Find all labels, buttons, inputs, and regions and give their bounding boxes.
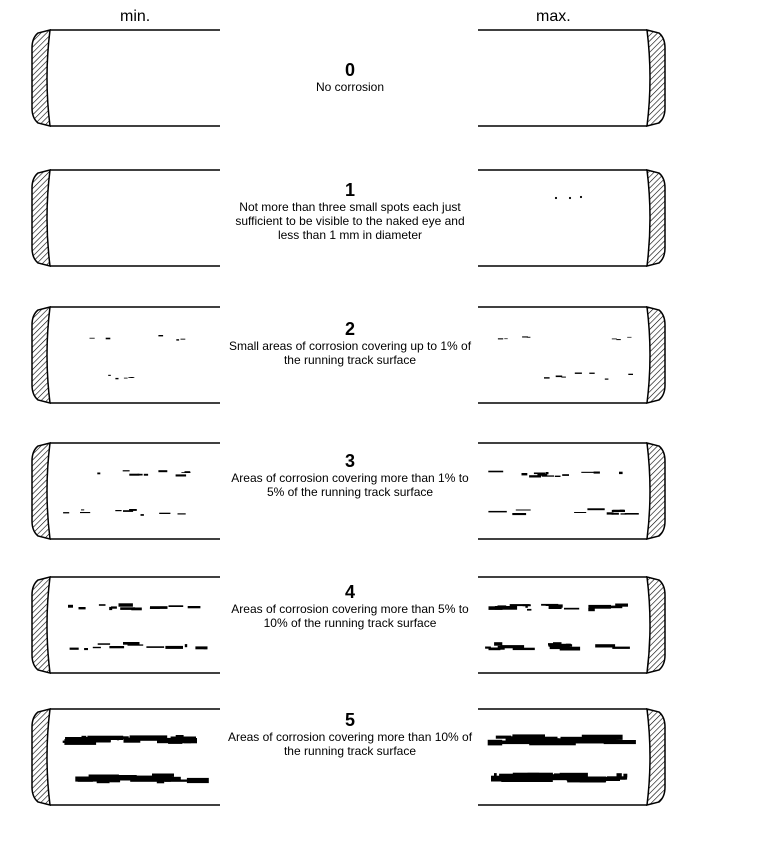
- corrosion-spot: [150, 606, 168, 609]
- corrosion-spot: [529, 475, 541, 477]
- corrosion-spot: [109, 607, 112, 610]
- race-end-cap: [647, 307, 665, 403]
- grade-3-label: [225, 451, 475, 499]
- race-end-cap: [647, 170, 665, 266]
- race-max-grade-2: [478, 307, 665, 403]
- corrosion-spot: [580, 196, 582, 198]
- grade-2-number: 2: [344, 319, 355, 339]
- corrosion-spot: [80, 512, 90, 513]
- corrosion-spot: [169, 605, 184, 607]
- corrosion-spot: [93, 647, 101, 648]
- grade-1-label: [225, 180, 475, 242]
- race-max-grade-0: [478, 30, 665, 126]
- grade-5-number: 5: [344, 710, 355, 730]
- corrosion-spot: [176, 474, 187, 476]
- corrosion-spot: [141, 514, 144, 516]
- corrosion-spot: [548, 643, 555, 645]
- corrosion-spot: [628, 374, 633, 375]
- grade-4-label: [225, 582, 475, 630]
- race-min-grade-0: [32, 30, 220, 126]
- corrosion-spot: [504, 338, 507, 339]
- race-end-cap: [32, 170, 50, 266]
- corrosion-spot: [550, 646, 568, 649]
- race-end-cap: [647, 443, 665, 539]
- corrosion-spot: [546, 604, 558, 606]
- corrosion-spot: [157, 778, 164, 784]
- corrosion-spot: [603, 606, 622, 609]
- corrosion-spot: [619, 472, 623, 474]
- corrosion-spot: [81, 509, 84, 510]
- corrosion-spot: [123, 470, 130, 471]
- race-end-cap: [32, 307, 50, 403]
- grade-0-number: 0: [344, 60, 355, 80]
- corrosion-spot: [79, 607, 86, 609]
- corrosion-spot: [595, 644, 615, 647]
- corrosion-spot: [181, 339, 186, 340]
- grade-4-description: Areas of corrosion covering more than 5% to 10% of the running track surface: [231, 602, 469, 630]
- corrosion-spot: [68, 605, 73, 608]
- corrosion-spot: [99, 604, 106, 606]
- corrosion-spot: [96, 736, 129, 739]
- corrosion-spot: [70, 648, 79, 650]
- corrosion-spot: [605, 379, 609, 380]
- grade-2-description: Small areas of corrosion covering up to 1% of the running track surface: [228, 339, 472, 367]
- corrosion-spot: [574, 512, 586, 513]
- race-end-cap: [647, 577, 665, 673]
- corrosion-spot: [561, 377, 566, 378]
- corrosion-spot: [159, 513, 170, 514]
- corrosion-spot: [601, 735, 618, 740]
- max-header: max.: [536, 8, 571, 25]
- corrosion-spot: [627, 337, 631, 338]
- corrosion-spot: [557, 738, 559, 741]
- corrosion-spot: [165, 646, 183, 649]
- min-header: min.: [120, 8, 151, 25]
- corrosion-spot: [129, 509, 137, 511]
- corrosion-spot: [90, 338, 95, 339]
- corrosion-spot: [562, 474, 569, 476]
- race-end-cap: [32, 709, 50, 805]
- corrosion-spot: [498, 338, 503, 339]
- corrosion-spot: [555, 197, 557, 199]
- corrosion-spot: [513, 648, 535, 650]
- corrosion-spot: [512, 774, 565, 777]
- grade-3-description: Areas of corrosion covering more than 1% to 5% of the running track surface: [231, 471, 469, 499]
- corrosion-spot: [488, 511, 506, 513]
- corrosion-spot: [195, 646, 207, 649]
- race-min-grade-1: [32, 170, 220, 266]
- corrosion-spot: [510, 604, 530, 606]
- corrosion-spot: [488, 471, 503, 473]
- grade-1-number: 1: [344, 180, 355, 200]
- grade-5-description: Areas of corrosion covering more than 10% of the running track surface: [227, 730, 473, 758]
- corrosion-spot: [498, 646, 517, 648]
- grade-3-number: 3: [344, 451, 355, 471]
- race-max-grade-4: [478, 577, 665, 673]
- race-max-grade-1: [478, 170, 665, 266]
- corrosion-spot: [621, 513, 627, 514]
- corrosion-spot: [546, 472, 549, 474]
- corrosion-spot: [613, 510, 624, 511]
- corrosion-spot: [130, 735, 168, 740]
- grade-0-label: [225, 60, 475, 94]
- corrosion-spot: [97, 473, 100, 475]
- corrosion-spot: [131, 608, 142, 611]
- corrosion-spot: [108, 375, 111, 376]
- corrosion-spot: [494, 642, 502, 646]
- corrosion-spot: [63, 512, 69, 513]
- corrosion-spot: [490, 648, 505, 650]
- corrosion-spot: [522, 473, 528, 475]
- corrosion-spot: [181, 472, 190, 473]
- corrosion-spot: [146, 646, 164, 648]
- corrosion-spot: [84, 648, 88, 650]
- corrosion-spot: [109, 646, 124, 648]
- corrosion-spot: [587, 508, 604, 510]
- corrosion-spot: [158, 470, 167, 472]
- corrosion-spot: [570, 738, 600, 741]
- corrosion-spot: [625, 513, 639, 515]
- corrosion-spot: [488, 740, 503, 746]
- race-max-grade-5: [478, 709, 665, 805]
- corrosion-spot: [564, 608, 579, 610]
- corrosion-spot: [176, 735, 184, 740]
- corrosion-spot: [524, 777, 579, 781]
- corrosion-spot: [188, 606, 201, 608]
- corrosion-spot: [130, 776, 171, 780]
- corrosion-spot: [64, 739, 96, 745]
- corrosion-spot: [527, 337, 531, 338]
- corrosion-spot: [544, 377, 550, 378]
- race-end-cap: [32, 577, 50, 673]
- corrosion-spot: [158, 335, 163, 336]
- race-end-cap: [647, 30, 665, 126]
- corrosion-spot: [518, 738, 522, 742]
- corrosion-spot: [542, 475, 554, 476]
- corrosion-spot: [144, 474, 148, 476]
- corrosion-spot: [129, 474, 139, 476]
- race-end-cap: [647, 709, 665, 805]
- corrosion-spot: [555, 476, 561, 477]
- corrosion-spot: [168, 778, 180, 781]
- corrosion-spot: [106, 338, 111, 340]
- corrosion-spot: [612, 339, 617, 340]
- corrosion-spot: [581, 472, 595, 473]
- corrosion-spot: [178, 513, 186, 514]
- corrosion-spot: [184, 738, 197, 743]
- race-end-cap: [32, 30, 50, 126]
- race-min-grade-2: [32, 307, 220, 403]
- corrosion-spot: [115, 510, 121, 511]
- grade-4-number: 4: [344, 582, 355, 602]
- corrosion-spot: [494, 773, 497, 778]
- corrosion-spot: [124, 378, 128, 379]
- race-end-cap: [32, 443, 50, 539]
- corrosion-spot: [123, 642, 140, 645]
- corrosion-spot: [527, 609, 531, 611]
- grade-1-description: Not more than three small spots each just sufficient to be visible to the naked eye and less than 1 mm in diameter: [235, 200, 465, 242]
- corrosion-spot: [589, 373, 594, 374]
- corrosion-spot: [506, 736, 530, 742]
- corrosion-spot: [616, 339, 620, 340]
- corrosion-spot: [556, 376, 563, 378]
- grade-0-description: No corrosion: [315, 80, 385, 94]
- corrosion-spot: [98, 643, 110, 645]
- corrosion-spot: [607, 776, 626, 779]
- race-min-grade-4: [32, 577, 220, 673]
- corrosion-spot: [128, 377, 134, 378]
- corrosion-spot: [115, 378, 118, 379]
- corrosion-spot: [575, 373, 582, 374]
- corrosion-spot: [569, 197, 571, 199]
- corrosion-spot: [185, 644, 187, 647]
- race-min-grade-3: [32, 443, 220, 539]
- race-max-grade-3: [478, 443, 665, 539]
- corrosion-spot: [612, 513, 619, 515]
- corrosion-spot: [489, 606, 503, 610]
- race-min-grade-5: [32, 709, 220, 805]
- corrosion-spot: [119, 603, 133, 606]
- grade-2-label: [225, 319, 475, 367]
- corrosion-spot: [516, 510, 531, 511]
- corrosion-spot: [512, 513, 526, 515]
- grade-5-label: [225, 710, 475, 758]
- corrosion-spot: [549, 606, 562, 609]
- corrosion-spot: [534, 473, 546, 475]
- corrosion-spot: [176, 339, 179, 340]
